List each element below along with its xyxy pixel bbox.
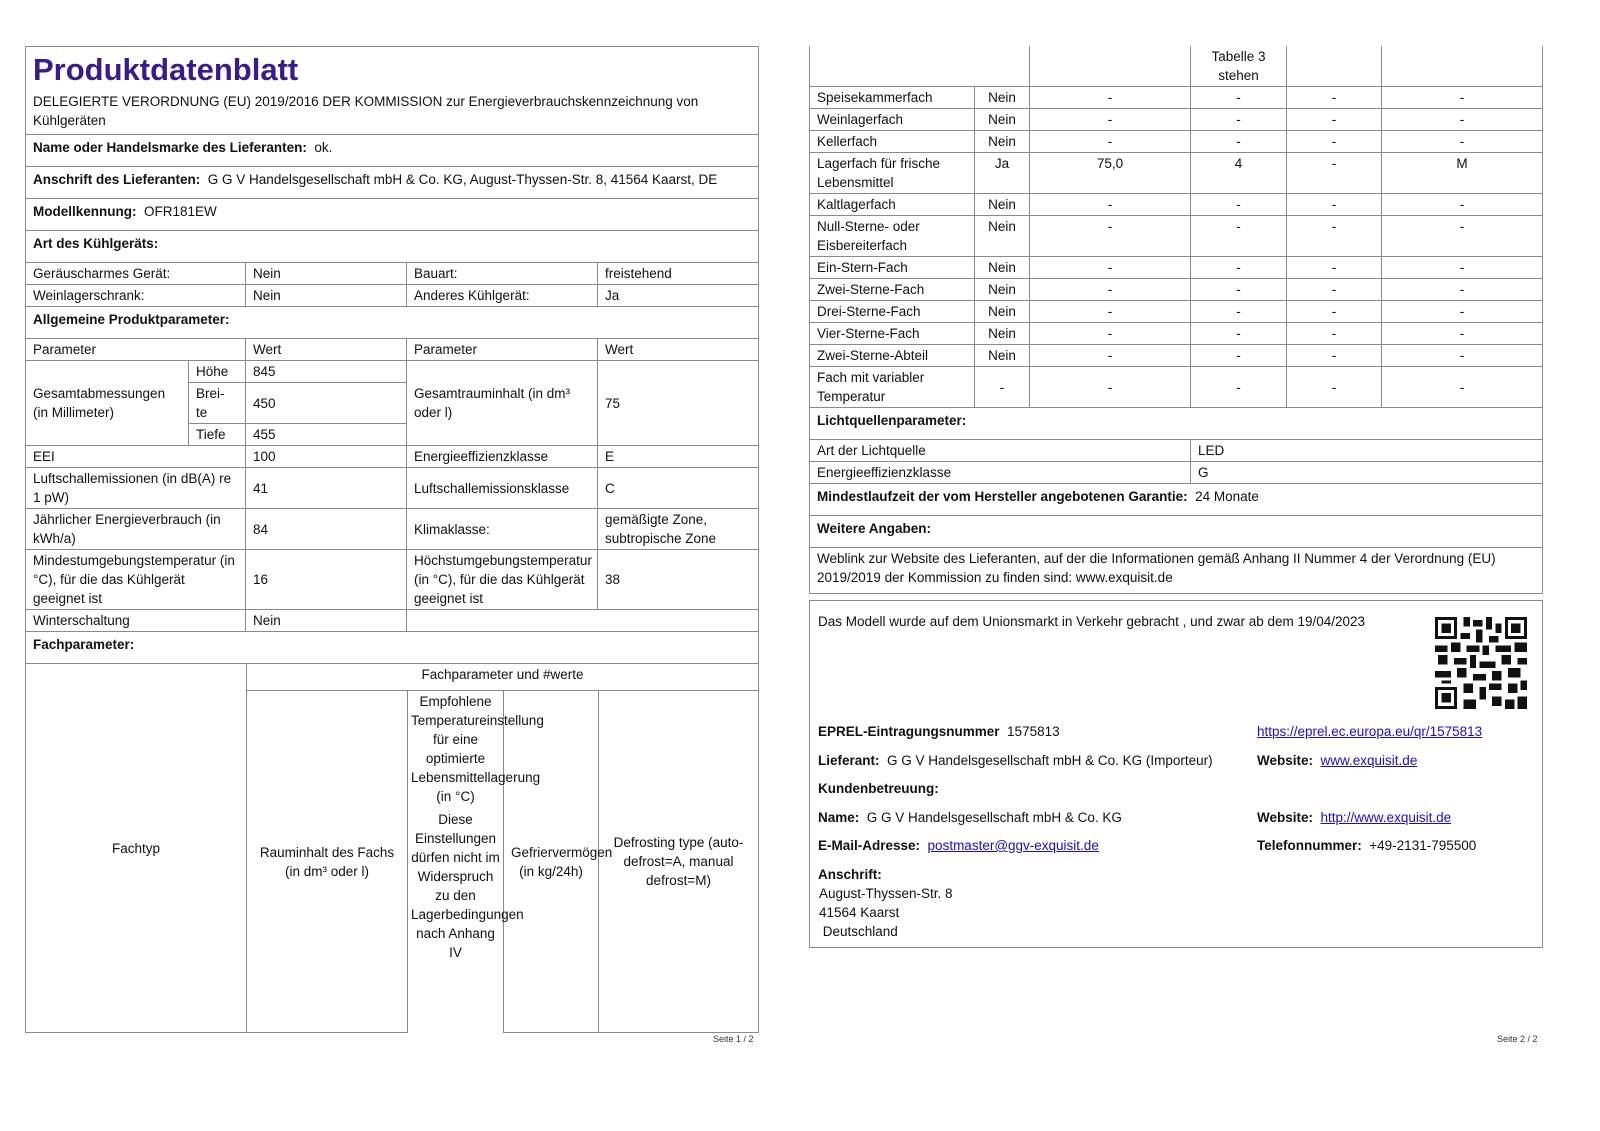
header-parameter: Parameter (26, 339, 246, 361)
compartment-row (810, 87, 1543, 109)
compartment-defrost: - (1382, 194, 1543, 216)
cell-label: Art der Lichtquelle (810, 440, 1191, 462)
general-params-table (25, 263, 759, 664)
header-freeze: Gefriervermögen (in kg/24h) (504, 691, 599, 1033)
compartment-row (810, 216, 1543, 257)
compartment-temp: - (1191, 257, 1287, 279)
table-header-row (26, 339, 759, 361)
compartment-present: Nein (975, 216, 1030, 257)
header-value: Wert (598, 339, 759, 361)
address-line-1: August-Thyssen-Str. 8 (819, 886, 953, 901)
compartment-type: Zwei-Sterne-Abteil (810, 345, 975, 367)
compartment-type: Lagerfach für frische Lebensmittel (810, 153, 975, 194)
compartment-present: Nein (975, 301, 1030, 323)
width-label: Brei- te (189, 383, 246, 424)
depth-label: Tiefe (189, 424, 246, 446)
continued-cell (1382, 46, 1543, 87)
compartment-present: Nein (975, 345, 1030, 367)
email-link[interactable]: postmaster@ggv-exquisit.de (927, 838, 1099, 853)
cell-value: 84 (246, 509, 407, 550)
website-row (1257, 753, 1417, 768)
warranty-value: 24 Monate (1195, 489, 1259, 504)
volume-label: Gesamtrauminhalt (in dm³ oder l) (407, 361, 598, 446)
table-row (26, 550, 759, 610)
compartment-volume: - (1030, 87, 1191, 109)
cell-value: Nein (246, 285, 407, 307)
cell-value: E (598, 446, 759, 468)
compartment-type: Kellerfach (810, 131, 975, 153)
cell-value: Nein (246, 610, 407, 632)
header-value: Wert (246, 339, 407, 361)
compartment-defrost: - (1382, 131, 1543, 153)
cell-value: 38 (598, 550, 759, 610)
compartment-type: Zwei-Sterne-Fach (810, 279, 975, 301)
cell-value: 100 (246, 446, 407, 468)
address-heading: Anschrift: (818, 867, 882, 882)
compartment-temp: - (1191, 87, 1287, 109)
compartment-type: Speisekammerfach (810, 87, 975, 109)
light-table (809, 408, 1543, 594)
compartment-volume: - (1030, 257, 1191, 279)
continued-cell (810, 46, 1030, 87)
cell-label: Luftschallemissionen (in dB(A) re 1 pW) (26, 468, 246, 509)
compartment-row (810, 257, 1543, 279)
compartment-row (810, 194, 1543, 216)
compartment-freeze: - (1287, 194, 1382, 216)
compartment-present: Nein (975, 131, 1030, 153)
cell-value: 16 (246, 550, 407, 610)
eprel-value: 1575813 (1007, 724, 1060, 739)
compartment-row (810, 345, 1543, 367)
cell-label: Energieeffizienzklasse (407, 446, 598, 468)
compartment-type: Null-Sterne- oder Eisbereiterfach (810, 216, 975, 257)
compartment-present: Nein (975, 194, 1030, 216)
compartment-freeze: - (1287, 131, 1382, 153)
support-website-label: Website: (1257, 810, 1314, 825)
compartment-volume: 75,0 (1030, 153, 1191, 194)
appliance-type-heading: Art des Kühlgeräts: (26, 231, 759, 263)
support-heading: Kundenbetreuung: (818, 781, 939, 796)
compartment-defrost: - (1382, 87, 1543, 109)
compartment-type: Weinlagerfach (810, 109, 975, 131)
table-row (26, 285, 759, 307)
support-name-label: Name: (818, 810, 860, 825)
support-name-row (818, 810, 1122, 825)
table-row (26, 509, 759, 550)
compartment-present: Nein (975, 279, 1030, 301)
table-row (26, 446, 759, 468)
compartment-defrost: M (1382, 153, 1543, 194)
compartment-header-table (25, 664, 759, 1033)
continued-cell (1030, 46, 1191, 87)
compartment-volume: - (1030, 131, 1191, 153)
supplier-name-row (26, 135, 759, 167)
width-value: 450 (246, 383, 407, 424)
table-row (26, 468, 759, 509)
compartment-temp: - (1191, 109, 1287, 131)
page-1 (25, 46, 759, 1033)
cell-label: Luftschallemissionsklasse (407, 468, 598, 509)
cell-label: Anderes Kühlgerät: (407, 285, 598, 307)
cell-label: Bauart: (407, 263, 598, 285)
light-heading: Lichtquellenparameter: (810, 408, 1543, 440)
eprel-info-box (809, 600, 1543, 948)
compartment-temp: - (1191, 131, 1287, 153)
height-label: Höhe (189, 361, 246, 383)
supplier-row (818, 753, 1213, 768)
support-website-row (1257, 810, 1451, 825)
compartment-type: Drei-Sterne-Fach (810, 301, 975, 323)
compartment-freeze: - (1287, 257, 1382, 279)
email-label: E-Mail-Adresse: (818, 838, 921, 853)
compartment-row (810, 301, 1543, 323)
cell-label: Mindestumgebungstemperatur (in °C), für die das Kühlgerät geeignet ist (26, 550, 246, 610)
cell-value: G (1191, 462, 1543, 484)
page-title: Produktdatenblatt (26, 47, 759, 92)
compartment-row (810, 279, 1543, 301)
cell-label: Geräuscharmes Gerät: (26, 263, 246, 285)
height-value: 845 (246, 361, 407, 383)
dimensions-row (26, 361, 759, 383)
supplier-address-row (26, 167, 759, 199)
compartment-volume: - (1030, 109, 1191, 131)
support-website-link[interactable]: http://www.exquisit.de (1320, 810, 1452, 825)
cell-value: Ja (598, 285, 759, 307)
supplier-name-value: ok. (314, 140, 333, 155)
compartment-type: Vier-Sterne-Fach (810, 323, 975, 345)
compartment-temp: - (1191, 367, 1287, 408)
compartment-freeze: - (1287, 367, 1382, 408)
compartment-row (810, 109, 1543, 131)
table-row (810, 462, 1543, 484)
compartment-present: Nein (975, 323, 1030, 345)
general-params-heading: Allgemeine Produktparameter: (26, 307, 759, 339)
website-link[interactable]: www.exquisit.de (1320, 753, 1418, 768)
continued-header: Tabelle 3 stehen (1191, 46, 1287, 87)
compartment-freeze: - (1287, 301, 1382, 323)
compartment-temp: 4 (1191, 153, 1287, 194)
compartment-freeze: - (1287, 279, 1382, 301)
compartment-present: - (975, 367, 1030, 408)
model-row (26, 199, 759, 231)
compartment-temp: - (1191, 345, 1287, 367)
cell-label: Winterschaltung (26, 610, 246, 632)
compartment-defrost: - (1382, 367, 1543, 408)
header-temp-note: Diese Einstellungen dürfen nicht im Widerspruch zu den Lagerbedingungen nach Anhang IV (411, 812, 524, 961)
compartment-temp: - (1191, 194, 1287, 216)
compartment-defrost: - (1382, 323, 1543, 345)
compartment-row (810, 367, 1543, 408)
compartment-temp: - (1191, 216, 1287, 257)
compartment-volume: - (1030, 301, 1191, 323)
compartment-temp: - (1191, 323, 1287, 345)
cell-label: Energieeffizienzklasse (810, 462, 1191, 484)
supplier-name-label: Name oder Handelsmarke des Lieferanten: (33, 140, 307, 155)
model-label: Modellkennung: (33, 204, 137, 219)
phone-label: Telefonnummer: (1257, 838, 1362, 853)
compartment-params-heading: Fachparameter: (26, 632, 759, 664)
compartment-volume: - (1030, 194, 1191, 216)
compartment-temp: - (1191, 301, 1287, 323)
page-2-footer: Seite 2 / 2 (1497, 1034, 1538, 1044)
header-defrost: Defrosting type (auto-defrost=A, manual defrost=M) (599, 691, 759, 1033)
supplier-address-value: G G V Handelsgesellschaft mbH & Co. KG, August-Thyssen-Str. 8, 41564 Kaarst, DE (207, 172, 718, 187)
compartment-row (810, 131, 1543, 153)
compartment-defrost: - (1382, 279, 1543, 301)
header-temp-text: Empfohlene Temperatureinstellung für eine optimierte Lebensmittellagerung (in °C) (411, 694, 544, 805)
phone-value: +49-2131-795500 (1369, 838, 1477, 853)
cell-label: EEI (26, 446, 246, 468)
further-info-text: Weblink zur Website des Lieferanten, auf der die Informationen gemäß Anhang II Nummer 4 der Verordnung (EU) 2019/2019 der Kommission zu finden sind: www.exquisit.de (810, 548, 1543, 594)
compartment-volume: - (1030, 216, 1191, 257)
warranty-label: Mindestlaufzeit der vom Hersteller angebotenen Garantie: (817, 489, 1188, 504)
compartment-volume: - (1030, 367, 1191, 408)
cell-value: Nein (246, 263, 407, 285)
compartment-volume: - (1030, 345, 1191, 367)
supplier-value: G G V Handelsgesellschaft mbH & Co. KG (Importeur) (887, 753, 1213, 768)
cell-label: Höchstumgebungstemperatur (in °C), für die das Kühlgerät geeignet ist (407, 550, 598, 610)
cell-value: gemäßigte Zone, subtropische Zone (598, 509, 759, 550)
compartment-defrost: - (1382, 257, 1543, 279)
address-line-3: Deutschland (819, 924, 898, 939)
address-line-2: 41564 Kaarst (819, 905, 900, 920)
compartment-freeze: - (1287, 216, 1382, 257)
compartment-freeze: - (1287, 109, 1382, 131)
compartment-freeze: - (1287, 323, 1382, 345)
continued-cell (1287, 46, 1382, 87)
compartment-type: Ein-Stern-Fach (810, 257, 975, 279)
compartment-type: Kaltlagerfach (810, 194, 975, 216)
phone-row (1257, 838, 1476, 853)
datasheet-header-table (25, 46, 759, 263)
volume-value: 75 (598, 361, 759, 446)
cell-value: LED (1191, 440, 1543, 462)
cell-value: C (598, 468, 759, 509)
further-info-heading: Weitere Angaben: (810, 516, 1543, 548)
dimensions-label: Gesamtabmessungen (in Millimeter) (26, 361, 189, 446)
model-value: OFR181EW (144, 204, 217, 219)
compartment-defrost: - (1382, 345, 1543, 367)
supplier-address-label: Anschrift des Lieferanten: (33, 172, 201, 187)
website-label: Website: (1257, 753, 1314, 768)
table-row (26, 610, 759, 632)
header-temp (408, 691, 544, 1033)
support-name-value: G G V Handelsgesellschaft mbH & Co. KG (866, 810, 1122, 825)
table-row (26, 263, 759, 285)
depth-value: 455 (246, 424, 407, 446)
eprel-link[interactable]: https://eprel.ec.europa.eu/qr/1575813 (1257, 724, 1483, 739)
compartment-present: Nein (975, 109, 1030, 131)
compartment-present: Nein (975, 87, 1030, 109)
compartment-freeze: - (1287, 87, 1382, 109)
header-parameter: Parameter (407, 339, 598, 361)
compartment-defrost: - (1382, 301, 1543, 323)
eprel-row (818, 724, 1060, 739)
compartment-defrost: - (1382, 109, 1543, 131)
compartment-temp: - (1191, 279, 1287, 301)
page-1-footer: Seite 1 / 2 (713, 1034, 754, 1044)
regulation-text: DELEGIERTE VERORDNUNG (EU) 2019/2016 DER KOMMISSION zur Energieverbrauchskennzeichnung von Kühlgeräten (26, 91, 759, 135)
email-row (818, 838, 1099, 853)
compartment-volume: - (1030, 279, 1191, 301)
compartment-type: Fach mit variabler Temperatur (810, 367, 975, 408)
eprel-label: EPREL-Eintragungsnummer (818, 724, 1000, 739)
warranty-row (810, 484, 1543, 516)
compartment-present: Ja (975, 153, 1030, 194)
qr-code-icon[interactable] (1435, 617, 1527, 709)
compartment-present: Nein (975, 257, 1030, 279)
compartment-row (810, 323, 1543, 345)
header-group: Fachparameter und #werte (247, 664, 759, 691)
cell-value: freistehend (598, 263, 759, 285)
cell-label: Klimaklasse: (407, 509, 598, 550)
page-2 (809, 46, 1543, 594)
cell-label (407, 610, 759, 632)
cell-label: Jährlicher Energieverbrauch (in kWh/a) (26, 509, 246, 550)
supplier-label: Lieferant: (818, 753, 880, 768)
market-text: Das Modell wurde auf dem Unionsmarkt in Verkehr gebracht , und zwar ab dem 19/04/2023 (818, 614, 1366, 629)
compartment-volume: - (1030, 323, 1191, 345)
compartment-table (809, 46, 1543, 408)
compartment-row (810, 153, 1543, 194)
compartment-freeze: - (1287, 153, 1382, 194)
header-compartment-type: Fachtyp (26, 664, 247, 1033)
cell-value: 41 (246, 468, 407, 509)
compartment-defrost: - (1382, 216, 1543, 257)
header-volume: Rauminhalt des Fachs (in dm³ oder l) (247, 691, 408, 1033)
table-row (810, 440, 1543, 462)
compartment-freeze: - (1287, 345, 1382, 367)
cell-label: Weinlagerschrank: (26, 285, 246, 307)
